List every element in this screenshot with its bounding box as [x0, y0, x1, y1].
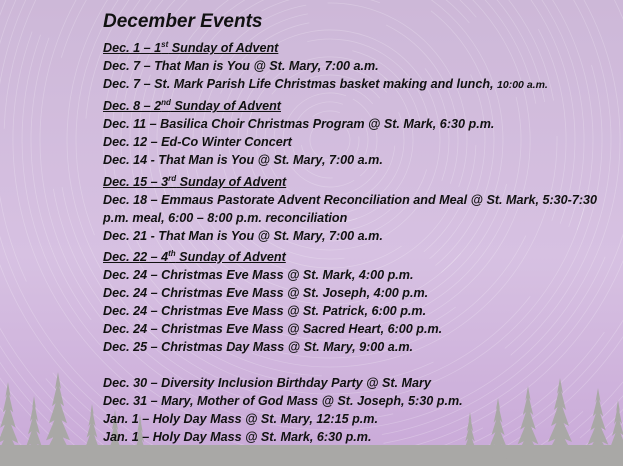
- ordinal-suffix: st: [161, 40, 169, 49]
- event-text: Dec. 21 - That Man is You @ St. Mary, 7:00 a.m.: [103, 228, 383, 243]
- event-text: Dec. 24 – Christmas Eve Mass @ St. Joseph, 4:00 p.m.: [103, 285, 429, 300]
- sunday-name: Sunday of Advent: [168, 41, 279, 56]
- event-item: [103, 151, 618, 169]
- event-item: [103, 374, 618, 392]
- event-text: Dec. 31 – Mary, Mother of God Mass @ St. Joseph, 5:30 p.m.: [103, 393, 463, 408]
- event-text: Jan. 1 – Holy Day Mass @ St. Mary, 12:15 p.m.: [103, 411, 378, 426]
- sunday-date: Dec. 22 – 4: [103, 249, 169, 264]
- event-item: [103, 191, 618, 227]
- sunday-label: [103, 41, 278, 55]
- event-text: Dec. 11 – Basilica Choir Christmas Program @ St. Mark, 6:30 p.m.: [103, 117, 495, 132]
- sunday-label: [103, 250, 286, 264]
- sunday-name: Sunday of Advent: [175, 249, 286, 264]
- event-item: [103, 302, 618, 320]
- ordinal-suffix: nd: [161, 98, 171, 108]
- event-text: Dec. 12 – Ed-Co Winter Concert: [103, 135, 292, 150]
- event-text: Dec. 25 – Christmas Day Mass @ St. Mary, 9:00 a.m.: [103, 339, 414, 354]
- sunday-heading: [103, 169, 618, 190]
- page-title: December Events: [103, 11, 263, 32]
- event-text: Dec. 24 – Christmas Eve Mass @ Sacred Heart, 6:00 p.m.: [103, 321, 443, 336]
- sunday-heading: [103, 94, 618, 115]
- sunday-label: [103, 175, 286, 189]
- sunday-heading: [103, 245, 618, 266]
- event-item: [103, 410, 618, 428]
- event-item: [103, 75, 618, 94]
- event-item: [103, 338, 618, 356]
- event-item: [103, 320, 618, 338]
- event-text: Dec. 7 – St. Mark Parish Life Christmas basket making and lunch,: [103, 77, 498, 92]
- event-item: [103, 57, 618, 75]
- event-text: Dec. 14 - That Man is You @ St. Mary, 7:00 a.m.: [103, 153, 383, 168]
- event-rows: [103, 36, 618, 446]
- sunday-label: [103, 99, 281, 113]
- event-item: [103, 428, 618, 446]
- event-item: [103, 266, 618, 284]
- sunday-date: Dec. 1 – 1: [103, 41, 162, 56]
- event-item: [103, 115, 618, 133]
- sunday-date: Dec. 15 – 3: [103, 174, 169, 189]
- event-item: [103, 133, 618, 151]
- sunday-heading: [103, 36, 618, 57]
- event-text: Jan. 1 – Holy Day Mass @ St. Mark, 6:30 p.m.: [103, 429, 372, 444]
- event-text: Dec. 7 – That Man is You @ St. Mary, 7:00 a.m.: [103, 59, 379, 74]
- event-item: [103, 392, 618, 410]
- ordinal-suffix: rd: [168, 173, 177, 183]
- event-item: [103, 227, 618, 245]
- event-text: Dec. 30 – Diversity Inclusion Birthday Party @ St. Mary: [103, 375, 431, 390]
- event-text: Dec. 24 – Christmas Eve Mass @ St. Patrick, 6:00 p.m.: [103, 303, 427, 318]
- event-text: Dec. 18 – Emmaus Pastorate Advent Reconciliation and Meal @ St. Mark, 5:30-7:30 p.m. meal, 6:00 – 8:00 p.m. reconciliation: [103, 192, 598, 225]
- sunday-name: Sunday of Advent: [176, 174, 287, 189]
- events-list: [103, 10, 618, 446]
- ordinal-suffix: th: [168, 248, 176, 258]
- sunday-name: Sunday of Advent: [170, 99, 281, 114]
- sunday-date: Dec. 8 – 2: [103, 99, 162, 114]
- event-time: 10:00 a.m.: [497, 79, 548, 92]
- event-item: [103, 284, 618, 302]
- event-text: Dec. 24 – Christmas Eve Mass @ St. Mark, 4:00 p.m.: [103, 267, 414, 282]
